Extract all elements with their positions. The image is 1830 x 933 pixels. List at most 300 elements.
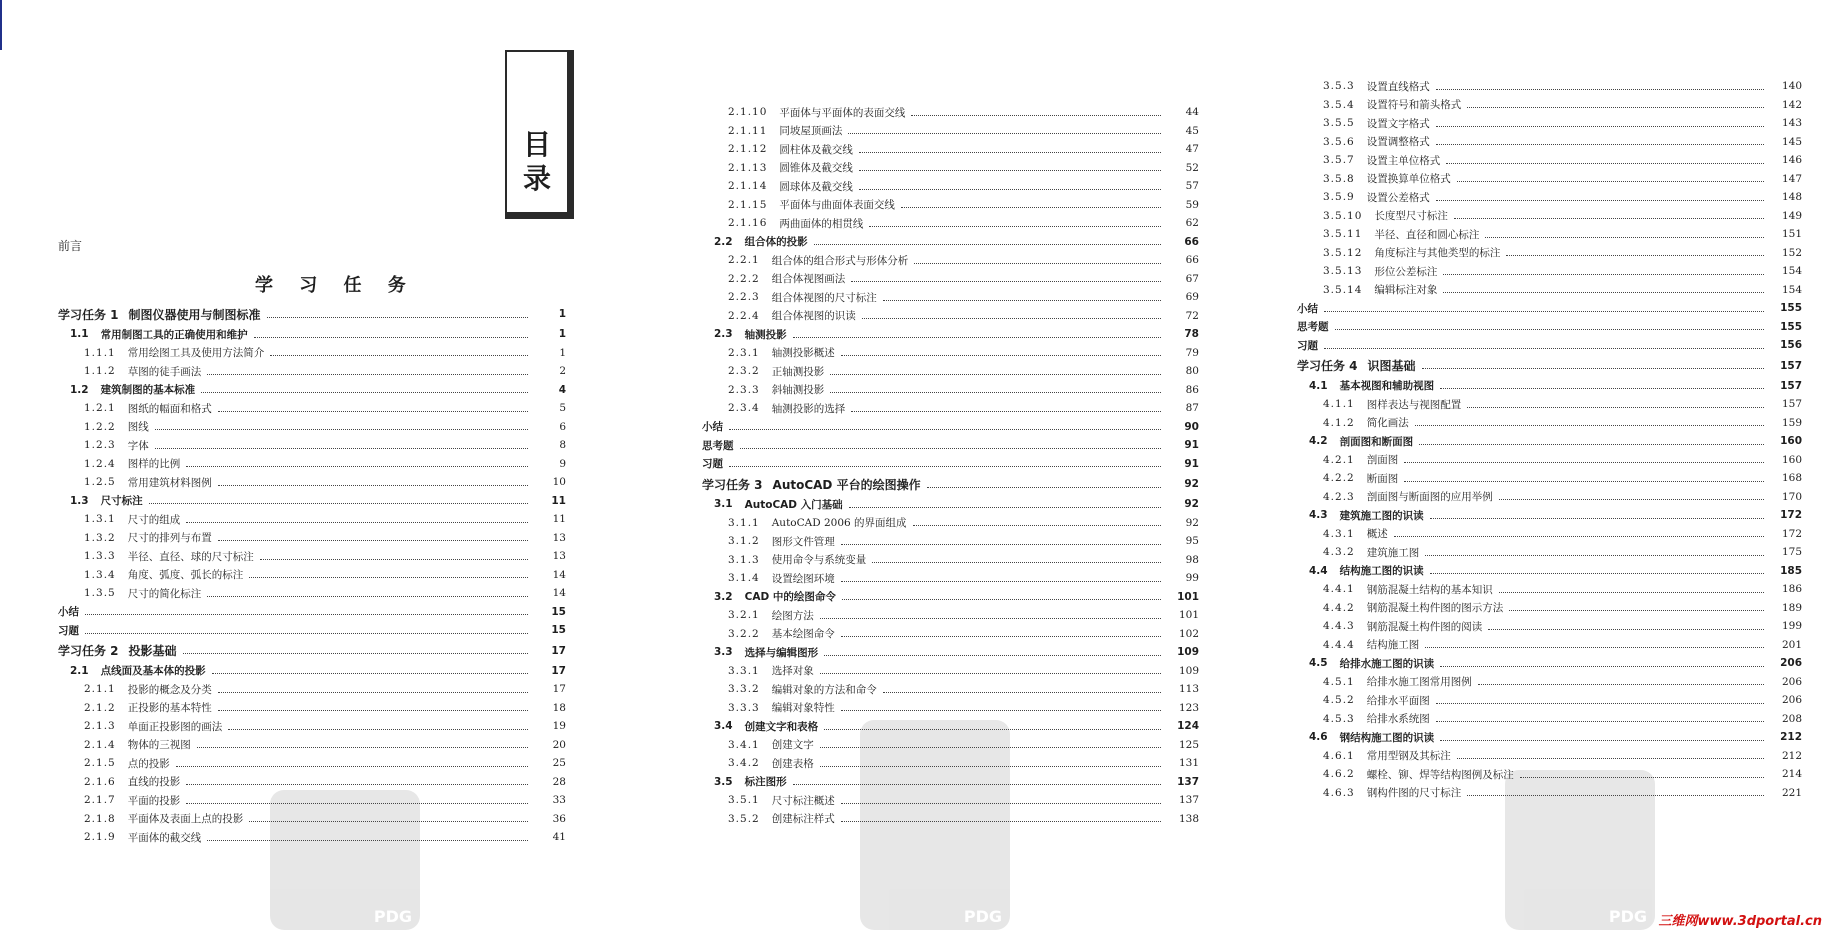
toc-entry-title: AutoCAD 入门基础 [744, 498, 843, 511]
toc-entry-title: 使用命令与系统变量 [771, 554, 867, 567]
toc-leader-dots [1488, 629, 1764, 630]
toc-entry-title: 字体 [127, 439, 149, 452]
toc-entry-number: 2.1.8 [84, 812, 116, 825]
toc-entry-title: 平面体及表面上点的投影 [127, 813, 244, 826]
toc-entry [702, 251, 1199, 270]
toc-entry-number: 2.1.4 [84, 738, 116, 751]
toc-entry-title: 角度标注与其他类型的标注 [1374, 247, 1501, 260]
toc-leader-dots [1446, 163, 1764, 164]
toc-entry [1297, 710, 1802, 729]
toc-entry [702, 233, 1199, 252]
toc-entry-number: 3.5.6 [1323, 135, 1355, 148]
toc-leader-dots [841, 710, 1161, 711]
toc-entry-number: 4.5.3 [1323, 712, 1355, 725]
toc-entry-page: 13 [552, 550, 566, 563]
toc-entry-number: 3.5.3 [1323, 80, 1355, 93]
toc-entry [58, 621, 566, 640]
toc-leader-dots [1324, 311, 1764, 312]
toc-entry [1297, 244, 1802, 263]
toc-entry-page: 125 [1178, 738, 1199, 751]
toc-entry-title: 建筑制图的基本标准 [100, 384, 196, 397]
toc-entry-title: 圆锥体及截交线 [779, 162, 853, 175]
toc-entry-number: 1.1.1 [84, 346, 116, 359]
toc-entry-page: 159 [1781, 416, 1802, 429]
toc-entry-page: 157 [1781, 398, 1802, 411]
toc-entry-number: 3.5.9 [1323, 191, 1355, 204]
toc-entry [702, 381, 1199, 400]
toc-entry-page: 155 [1780, 320, 1802, 333]
toc-entry-page: 99 [1185, 572, 1199, 585]
toc-leader-dots [1509, 610, 1764, 611]
toc-entry-number: 4.6 [1309, 731, 1328, 744]
toc-entry-title: 创建标注样式 [771, 813, 835, 826]
toc-entry-number: 2.1.10 [728, 106, 768, 119]
toc-entry [702, 270, 1199, 289]
toc-entry-title: 设置文字格式 [1366, 117, 1430, 130]
toc-leader-dots [901, 207, 1161, 208]
toc-entry-page: 25 [552, 757, 566, 770]
toc-entry-number: 2.1.7 [84, 794, 116, 807]
toc-leader-dots [1440, 666, 1764, 667]
toc-entry-title: 钢筋混凝土构件图的阅读 [1366, 620, 1483, 633]
toc-leader-dots [1499, 499, 1764, 500]
toc-entry [58, 381, 566, 400]
toc-entry [1297, 691, 1802, 710]
toc-entry-number: 1.3.5 [84, 587, 116, 600]
toc-entry-number: 2.2 [714, 235, 733, 248]
toc-entry-title: 编辑对象特性 [771, 702, 835, 715]
toc-leader-dots [814, 244, 1161, 245]
toc-entry [1297, 188, 1802, 207]
toc-entry-number: 2.1.2 [84, 701, 116, 714]
toc-entry [58, 455, 566, 474]
toc-leader-dots [793, 337, 1161, 338]
toc-entry-page: 175 [1781, 546, 1802, 559]
toc-entry-page: 80 [1185, 365, 1199, 378]
toc-entry-page: 11 [551, 494, 566, 507]
toc-entry-title: 钢筋混凝土构件图的图示方法 [1366, 602, 1504, 615]
toc-leader-dots [841, 636, 1161, 637]
toc-entry-title: 创建表格 [771, 757, 814, 770]
toc-entry [1297, 580, 1802, 599]
toc-entry [1297, 469, 1802, 488]
toc-entry-title: 简化画法 [1366, 417, 1409, 430]
toc-leader-dots [249, 577, 528, 578]
toc-leader-dots [851, 411, 1161, 412]
toc-entry-number: 2.3.2 [728, 365, 760, 378]
toc-entry-number: 2.1.3 [84, 720, 116, 733]
toc-entry-title: 剖面图和断面图 [1339, 435, 1414, 448]
toc-entry-title: 同坡屋顶画法 [779, 125, 843, 138]
toc-entry [1297, 77, 1802, 96]
toc-entry-number: 2.3.4 [728, 402, 760, 415]
toc-entry-page: 67 [1185, 272, 1199, 285]
toc-entry-page: 95 [1185, 535, 1199, 548]
toc-entry [58, 547, 566, 566]
toc-entry-page: 4 [558, 383, 566, 396]
toc-entry-number: 4.1.1 [1323, 398, 1355, 411]
toc-entry-number: 4.2 [1309, 435, 1328, 448]
toc-entry-page: 154 [1781, 265, 1802, 278]
toc-entry-number: 4.6.1 [1323, 749, 1355, 762]
toc-entry-page: 69 [1185, 291, 1199, 304]
toc-entry-page: 72 [1185, 309, 1199, 322]
toc-entry-title: 点的投影 [127, 757, 170, 770]
toc-entry-page: 154 [1781, 283, 1802, 296]
toc-entry [702, 288, 1199, 307]
toc-entry-title: 圆柱体及截交线 [779, 143, 853, 156]
toc-entry-page: 92 [1184, 498, 1199, 511]
toc-entry-number: 2.2.3 [728, 291, 760, 304]
toc-entry-page: 160 [1780, 435, 1802, 448]
toc-entry-number: 2.2.4 [728, 309, 760, 322]
toc-leader-dots [1485, 237, 1764, 238]
toc-entry-page: 98 [1185, 553, 1199, 566]
toc-entry [58, 399, 566, 418]
toc-leader-dots [1436, 200, 1764, 201]
toc-entry-title: 常用绘图工具及使用方法简介 [127, 347, 265, 360]
toc-entry-page: 13 [552, 531, 566, 544]
toc-entry-number: 3.1.2 [728, 535, 760, 548]
section-heading: 学 习 任 务 [255, 275, 416, 296]
toc-entry-page: 206 [1780, 657, 1802, 670]
toc-leader-dots [859, 170, 1161, 171]
toc-leader-dots [1404, 481, 1764, 482]
toc-entry-number: 4.3.2 [1323, 546, 1355, 559]
toc-entry-page: 36 [552, 812, 566, 825]
toc-entry-page: 152 [1781, 246, 1802, 259]
toc-entry [702, 122, 1199, 141]
toc-entry-page: 212 [1780, 731, 1802, 744]
toc-entry-page: 151 [1781, 228, 1802, 241]
toc-entry-title: 组合体视图的尺寸标注 [771, 291, 877, 304]
toc-entry-page: 57 [1185, 180, 1199, 193]
toc-title-char-2: 录 [522, 162, 551, 195]
toc-entry [1297, 654, 1802, 673]
watermark-stamp-2: PDG [860, 720, 1010, 930]
toc-leader-dots [218, 692, 528, 693]
toc-entry-number: 4.3.1 [1323, 527, 1355, 540]
toc-entry-page: 208 [1781, 712, 1802, 725]
toc-leader-dots [254, 337, 528, 338]
toc-leader-dots [1467, 107, 1764, 108]
toc-leader-dots [186, 466, 528, 467]
toc-entry-page: 157 [1780, 379, 1802, 392]
toc-entry-title: 尺寸的简化标注 [127, 587, 202, 600]
toc-entry-title: 常用型钢及其标注 [1366, 750, 1451, 763]
toc-entry-page: 147 [1781, 172, 1802, 185]
toc-entry [702, 699, 1199, 718]
toc-entry-number: 4.2.1 [1323, 453, 1355, 466]
toc-entry-title: AutoCAD 2006 的界面组成 [771, 517, 907, 530]
toc-entry-page: 90 [1184, 420, 1199, 433]
toc-entry-number: 3.5.11 [1323, 228, 1363, 241]
toc-entry-title: 基本视图和辅助视图 [1339, 380, 1435, 393]
toc-entry-number: 3.5 [714, 775, 733, 788]
toc-entry-title: 建筑施工图的识读 [1339, 509, 1424, 522]
toc-entry-page: 15 [551, 624, 566, 637]
toc-entry-number: 4.3 [1309, 509, 1328, 522]
toc-entry-number: 1.2.5 [84, 476, 116, 489]
toc-leader-dots [841, 355, 1161, 356]
toc-entry-title: 尺寸标注 [100, 495, 143, 508]
toc-leader-dots [1457, 758, 1764, 759]
toc-entry-title: 钢筋混凝土结构的基本知识 [1366, 583, 1493, 596]
toc-entry-number: 4.4.1 [1323, 583, 1355, 596]
toc-leader-dots [740, 448, 1162, 449]
toc-entry [58, 510, 566, 529]
toc-leader-dots [197, 747, 528, 748]
toc-entry-number: 3.2.1 [728, 609, 760, 622]
toc-entry-number: 2.3.1 [728, 346, 760, 359]
toc-entry [702, 606, 1199, 625]
toc-entry-page: 206 [1781, 675, 1802, 688]
toc-entry-number: 学习任务 1 [58, 307, 119, 322]
toc-entry-title: 断面图 [1366, 472, 1399, 485]
toc-leader-dots [729, 466, 1161, 467]
toc-entry [702, 680, 1199, 699]
toc-entry-title: 小结 [1297, 302, 1318, 315]
toc-entry-number: 3.5.12 [1323, 246, 1363, 259]
toc-entry-title: 常用制图工具的正确使用和维护 [100, 328, 248, 341]
toc-entry-title: 平面体与平面体的表面交线 [779, 106, 906, 119]
toc-entry-title: 轴测投影概述 [771, 347, 835, 360]
toc-entry [1297, 114, 1802, 133]
toc-entry-page: 212 [1781, 749, 1802, 762]
toc-entry [1297, 151, 1802, 170]
toc-entry-number: 1.3.3 [84, 550, 116, 563]
toc-entry [1297, 336, 1802, 355]
toc-entry-page: 189 [1781, 601, 1802, 614]
toc-leader-dots [1404, 462, 1764, 463]
toc-entry-number: 2.1.1 [84, 683, 116, 696]
toc-entry-number: 4.2.3 [1323, 490, 1355, 503]
toc-entry-page: 17 [551, 664, 566, 677]
toc-entry-page: 137 [1178, 794, 1199, 807]
toc-entry-page: 214 [1781, 768, 1802, 781]
toc-entry-number: 2.1.9 [84, 831, 116, 844]
toc-entry-title: 选择与编辑图形 [744, 646, 819, 659]
toc-leader-dots [186, 522, 528, 523]
toc-entry-number: 1.1 [70, 328, 89, 341]
toc-entry [1297, 636, 1802, 655]
toc-leader-dots [1419, 444, 1764, 445]
toc-entry-number: 3.4.1 [728, 738, 760, 751]
toc-leader-dots [1440, 740, 1764, 741]
toc-entry-title: 正轴测投影 [771, 365, 825, 378]
watermark-stamp-3: PDG [1505, 770, 1655, 930]
toc-entry-title: 圆球体及截交线 [779, 180, 853, 193]
toc-leader-dots [1425, 647, 1764, 648]
toc-entry-page: 14 [552, 587, 566, 600]
toc-entry-number: 1.3.1 [84, 513, 116, 526]
toc-leader-dots [1457, 181, 1764, 182]
toc-entry-number: 3.3.2 [728, 683, 760, 696]
toc-entry [1297, 170, 1802, 189]
toc-leader-dots [820, 618, 1161, 619]
toc-entry-number: 3.2 [714, 590, 733, 603]
toc-leader-dots [149, 503, 528, 504]
toc-entry-page: 92 [1185, 516, 1199, 529]
toc-entry-number: 3.1 [714, 498, 733, 511]
toc-entry-title: 点线面及基本体的投影 [100, 665, 206, 678]
toc-entry-number: 4.4.4 [1323, 638, 1355, 651]
toc-entry-title: 思考题 [1297, 321, 1329, 334]
toc-leader-dots [1430, 518, 1764, 519]
toc-entry-number: 2.1.12 [728, 143, 768, 156]
toc-entry-title: 识图基础 [1367, 359, 1416, 373]
toc-entry-number: 2.1.16 [728, 217, 768, 230]
toc-entry-title: 轴测投影 [744, 328, 787, 341]
toc-entry [58, 662, 566, 681]
toc-entry-number: 3.4 [714, 720, 733, 733]
toc-entry [1297, 96, 1802, 115]
toc-entry-page: 160 [1781, 453, 1802, 466]
toc-entry-number: 2.2.2 [728, 272, 760, 285]
toc-entry-number: 3.5.2 [728, 812, 760, 825]
toc-entry-page: 109 [1177, 646, 1199, 659]
toc-entry-title: 结构施工图的识读 [1339, 565, 1424, 578]
toc-entry-number: 2.1.6 [84, 775, 116, 788]
toc-entry-number: 学习任务 4 [1297, 359, 1358, 373]
toc-entry-title: 习题 [58, 624, 79, 637]
toc-entry [702, 214, 1199, 233]
toc-leader-dots [1394, 536, 1764, 537]
toc-entry-title: 小结 [702, 421, 723, 434]
toc-entry-title: 创建文字和表格 [744, 720, 819, 733]
toc-leader-dots [1440, 388, 1764, 389]
toc-entry-title: 设置主单位格式 [1366, 154, 1441, 167]
toc-entry [702, 159, 1199, 178]
toc-entry [1297, 262, 1802, 281]
toc-entry [58, 473, 566, 492]
toc-entry-title: 剖面图 [1366, 454, 1399, 467]
toc-entry-title: 平面体与曲面体表面交线 [779, 199, 895, 212]
toc-entry-number: 1.2.2 [84, 420, 116, 433]
toc-entry [1297, 506, 1802, 525]
toc-entry [702, 362, 1199, 381]
toc-entry [58, 717, 566, 736]
toc-entry-number: 1.3 [70, 494, 89, 507]
toc-entry-number: 2.1.14 [728, 180, 768, 193]
preface-label: 前言 [58, 239, 83, 253]
toc-leader-dots [842, 599, 1161, 600]
toc-entry-title: 物体的三视图 [127, 739, 191, 752]
toc-entry [58, 754, 566, 773]
toc-entry-page: 47 [1185, 143, 1199, 156]
toc-entry [702, 399, 1199, 418]
toc-entry [702, 196, 1199, 215]
toc-entry [1297, 617, 1802, 636]
toc-leader-dots [851, 281, 1161, 282]
toc-entry-page: 18 [552, 701, 566, 714]
toc-entry [58, 418, 566, 437]
toc-entry [58, 566, 566, 585]
toc-entry-page: 17 [551, 644, 566, 657]
toc-entry-page: 79 [1185, 346, 1199, 359]
toc-entry [702, 495, 1199, 514]
toc-entry [702, 418, 1199, 437]
toc-entry-title: 设置绘图环境 [771, 572, 835, 585]
toc-entry [58, 529, 566, 548]
toc-entry-page: 146 [1781, 154, 1802, 167]
toc-entry-title: 习题 [1297, 339, 1318, 352]
toc-entry-page: 62 [1185, 217, 1199, 230]
toc-entry-title: 螺栓、铆、焊等结构图例及标注 [1366, 768, 1514, 781]
toc-leader-dots [1430, 573, 1764, 574]
toc-entry-title: 习题 [702, 458, 723, 471]
toc-entry [1297, 525, 1802, 544]
toc-entry-number: 4.6.3 [1323, 786, 1355, 799]
toc-entry-title: 正投影的基本特性 [127, 702, 212, 715]
toc-entry-page: 20 [552, 738, 566, 751]
toc-entry-page: 143 [1781, 117, 1802, 130]
site-watermark: 三维网www.3dportal.cn [1658, 914, 1822, 929]
toc-entry-title: 给排水系统图 [1366, 713, 1430, 726]
toc-entry-number: 2.1.13 [728, 161, 768, 174]
toc-leader-dots [176, 766, 528, 767]
toc-entry-title: 图线 [127, 421, 149, 434]
toc-entry-title: 建筑施工图 [1366, 546, 1420, 559]
toc-entry-page: 113 [1178, 683, 1199, 696]
toc-entry-page: 155 [1780, 302, 1802, 315]
toc-entry-title: 选择对象 [771, 665, 814, 678]
toc-entry [58, 640, 566, 662]
toc-entry-number: 3.3.3 [728, 701, 760, 714]
toc-entry-page: 86 [1185, 383, 1199, 396]
toc-entry-number: 4.4.3 [1323, 620, 1355, 633]
toc-entry-title: 组合体视图画法 [771, 273, 846, 286]
toc-entry-title: 给排水施工图的识读 [1339, 657, 1435, 670]
toc-entry-number: 1.2.4 [84, 457, 116, 470]
toc-entry-number: 3.5.7 [1323, 154, 1355, 167]
toc-entry-page: 41 [552, 831, 566, 844]
toc-entry-page: 172 [1780, 509, 1802, 522]
toc-entry-number: 1.3.2 [84, 531, 116, 544]
toc-entry [702, 344, 1199, 363]
toc-leader-dots [1436, 703, 1764, 704]
toc-leader-dots [183, 653, 528, 654]
toc-entry-page: 17 [552, 683, 566, 696]
toc-entry-number: 2.2.1 [728, 254, 760, 267]
toc-entry-number: 1.2 [70, 383, 89, 396]
toc-entry-page: 44 [1185, 106, 1199, 119]
toc-entry-number: 4.4.2 [1323, 601, 1355, 614]
toc-entry-page: 101 [1177, 590, 1199, 603]
toc-entry [1297, 299, 1802, 318]
toc-entry-title: 组合体的组合形式与形体分析 [771, 254, 909, 267]
toc-entry-page: 5 [559, 402, 566, 415]
toc-entry-title: 编辑标注对象 [1374, 284, 1438, 297]
toc-entry-title: 设置公差格式 [1366, 191, 1430, 204]
toc-leader-dots [849, 507, 1161, 508]
toc-entry-title: 斜轴测投影 [771, 384, 825, 397]
toc-entry-number: 3.1.3 [728, 553, 760, 566]
toc-entry-page: 131 [1178, 757, 1199, 770]
toc-entry-page: 2 [559, 365, 566, 378]
toc-entry-title: 组合体的投影 [744, 236, 808, 249]
toc-leader-dots [218, 710, 528, 711]
toc-leader-dots [1443, 274, 1764, 275]
toc-entry-title: 尺寸的排列与布置 [127, 532, 212, 545]
toc-entry-page: 102 [1178, 627, 1199, 640]
toc-leader-dots [218, 411, 528, 412]
toc-leader-dots [155, 448, 528, 449]
toc-leader-dots [218, 540, 528, 541]
toc-entry-title: 平面体的截交线 [127, 831, 202, 844]
toc-leader-dots [927, 487, 1161, 488]
toc-entry-title: 概述 [1366, 528, 1388, 541]
